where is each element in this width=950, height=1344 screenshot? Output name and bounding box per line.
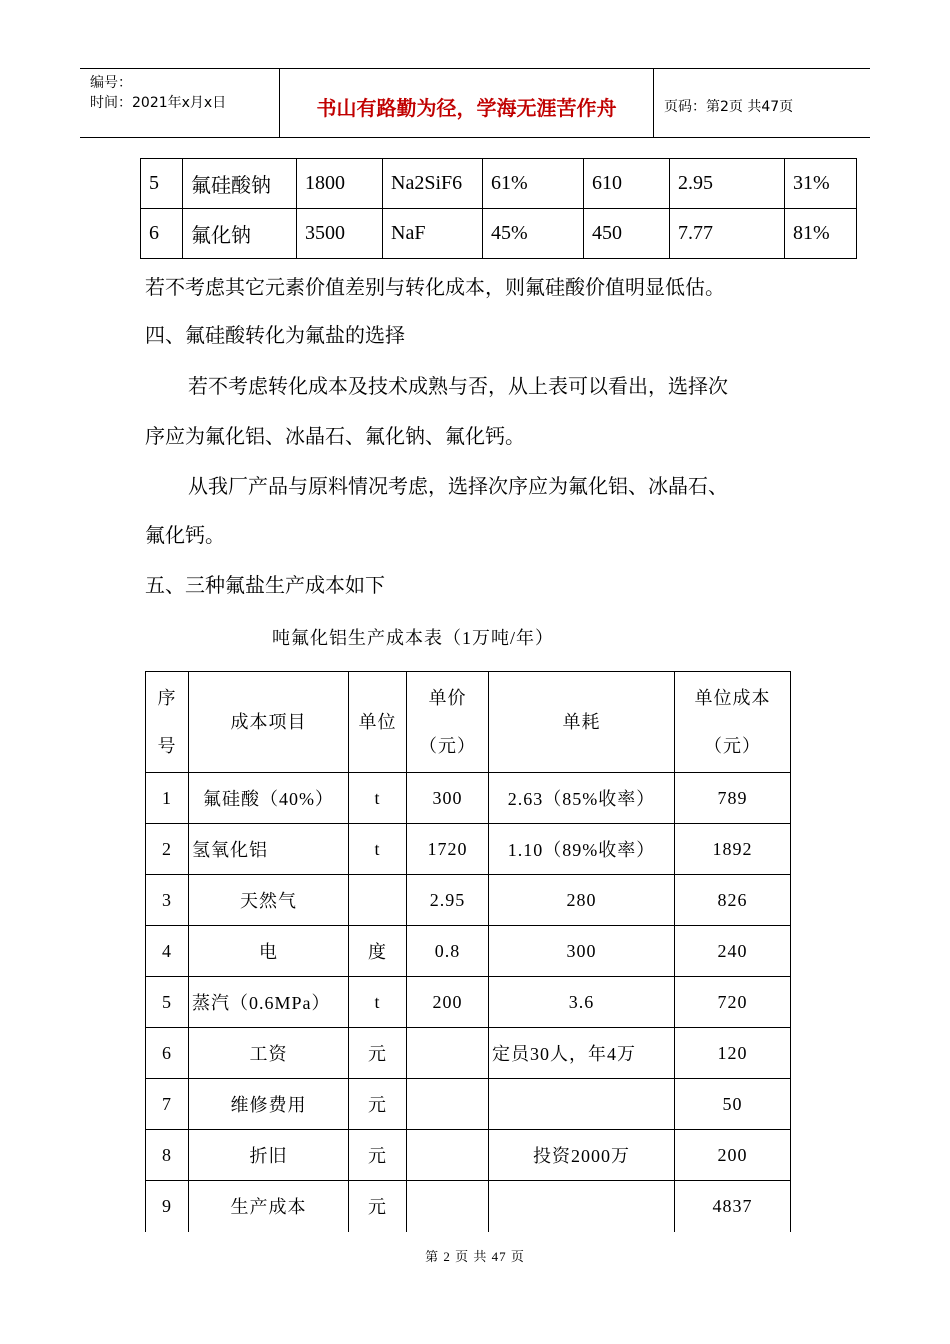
cell-cost: 1892 [675, 824, 791, 875]
cell-consumption: 3.6 [489, 977, 675, 1028]
header-consumption: 单耗 [489, 672, 675, 773]
header-unit: 单位 [349, 672, 407, 773]
table-cell: 31% [785, 159, 857, 209]
cell-unit: 元 [349, 1079, 407, 1130]
cell-price [407, 1130, 489, 1181]
cell-cost: 50 [675, 1079, 791, 1130]
table-cell: 氟化钠 [183, 209, 297, 259]
cell-price [407, 1079, 489, 1130]
table-caption: 吨氟化铝生产成本表（1万吨/年） [272, 628, 554, 648]
cell-price [407, 1028, 489, 1079]
cell-cost: 200 [675, 1130, 791, 1181]
cell-price: 0.8 [407, 926, 489, 977]
cell-item: 折旧 [189, 1130, 349, 1181]
cell-cost: 826 [675, 875, 791, 926]
cell-consumption [489, 1079, 675, 1130]
table-row [146, 1130, 791, 1181]
cell-seq: 8 [146, 1130, 189, 1181]
table-row [141, 159, 857, 209]
table-cell: 450 [584, 209, 670, 259]
cell-item: 氢氧化铝 [189, 824, 349, 875]
cell-seq: 3 [146, 875, 189, 926]
table-cell: 6 [141, 209, 183, 259]
cell-price: 2.95 [407, 875, 489, 926]
cell-unit: 元 [349, 1130, 407, 1181]
header-item: 成本项目 [189, 672, 349, 773]
paragraph-plant-line2: 氟化钙。 [145, 525, 225, 547]
cell-item: 工资 [189, 1028, 349, 1079]
header-price [407, 672, 489, 773]
paragraph-plant-line1: 从我厂产品与原料情况考虑，选择次序应为氟化铝、冰晶石、 [188, 476, 728, 498]
table-header-row [146, 672, 791, 773]
header-unit-cost-line1: 单位成本 [694, 688, 771, 708]
cell-item: 氟硅酸（40%） [189, 773, 349, 824]
table-row [141, 209, 857, 259]
cell-consumption: 2.63（85%收率） [489, 773, 675, 824]
cell-item: 蒸汽（0.6MPa） [189, 977, 349, 1028]
header-motto: 书山有路勤为径，学海无涯苦作舟 [280, 69, 654, 137]
table-cell: 81% [785, 209, 857, 259]
cell-price: 300 [407, 773, 489, 824]
table-row [146, 1079, 791, 1130]
table-row [146, 824, 791, 875]
cell-unit: t [349, 977, 407, 1028]
cell-consumption: 280 [489, 875, 675, 926]
table-cell: 1800 [297, 159, 383, 209]
cell-unit: 度 [349, 926, 407, 977]
cell-seq: 6 [146, 1028, 189, 1079]
cell-item: 天然气 [189, 875, 349, 926]
cell-seq: 1 [146, 773, 189, 824]
section-heading-5: 五、三种氟盐生产成本如下 [145, 575, 385, 597]
document-date: 时间：2021年x月x日 [90, 95, 227, 111]
table-cell: 7.77 [670, 209, 785, 259]
header-seq [146, 672, 189, 773]
cell-cost: 120 [675, 1028, 791, 1079]
paragraph-selection-line2: 序应为氟化铝、冰晶石、氟化钠、氟化钙。 [145, 426, 525, 448]
cell-consumption: 投资2000万 [489, 1130, 675, 1181]
header-unit-cost [675, 672, 791, 773]
table-row [146, 773, 791, 824]
table-row [146, 875, 791, 926]
cell-price: 1720 [407, 824, 489, 875]
cell-cost: 4837 [675, 1181, 791, 1232]
page-header [80, 68, 870, 138]
cell-unit [349, 875, 407, 926]
cell-item: 维修费用 [189, 1079, 349, 1130]
table-row [146, 977, 791, 1028]
cell-cost: 789 [675, 773, 791, 824]
cell-seq: 5 [146, 977, 189, 1028]
cost-table [145, 671, 791, 1232]
table-cell: 3500 [297, 209, 383, 259]
header-meta [80, 69, 280, 137]
cell-consumption [489, 1181, 675, 1232]
header-seq-line2: 号 [157, 736, 177, 756]
cell-item: 生产成本 [189, 1181, 349, 1232]
cell-cost: 720 [675, 977, 791, 1028]
table-cell: 61% [483, 159, 584, 209]
header-price-line2: （元） [419, 736, 476, 756]
table-row [146, 1028, 791, 1079]
table-cell: 5 [141, 159, 183, 209]
cell-consumption: 定员30人，年4万 [489, 1028, 675, 1079]
fluoride-comparison-table [140, 158, 857, 259]
header-page-number: 页码：第2页 共47页 [664, 99, 794, 115]
table-row [146, 1181, 791, 1232]
header-seq-line1: 序 [157, 688, 177, 708]
table-cell: 45% [483, 209, 584, 259]
cell-seq: 4 [146, 926, 189, 977]
table-row [146, 926, 791, 977]
cell-unit: t [349, 773, 407, 824]
cell-cost: 240 [675, 926, 791, 977]
cell-item: 电 [189, 926, 349, 977]
page-footer: 第 2 页 共 47 页 [425, 1249, 525, 1264]
cell-unit: 元 [349, 1028, 407, 1079]
cell-price: 200 [407, 977, 489, 1028]
paragraph-selection-line1: 若不考虑转化成本及技术成熟与否，从上表可以看出，选择次 [188, 376, 728, 398]
header-price-line1: 单价 [428, 688, 467, 708]
header-unit-cost-line2: （元） [704, 736, 761, 756]
table-cell: 610 [584, 159, 670, 209]
cell-consumption: 300 [489, 926, 675, 977]
table-cell: Na2SiF6 [383, 159, 483, 209]
document-number: 编号： [90, 75, 132, 91]
cell-price [407, 1181, 489, 1232]
cell-seq: 9 [146, 1181, 189, 1232]
section-heading-4: 四、氟硅酸转化为氟盐的选择 [145, 325, 405, 347]
table-cell: 氟硅酸钠 [183, 159, 297, 209]
cell-seq: 7 [146, 1079, 189, 1130]
cell-unit: 元 [349, 1181, 407, 1232]
table-cell: NaF [383, 209, 483, 259]
cell-consumption: 1.10（89%收率） [489, 824, 675, 875]
paragraph-valuation: 若不考虑其它元素价值差别与转化成本，则氟硅酸价值明显低估。 [145, 277, 725, 299]
cell-unit: t [349, 824, 407, 875]
cell-seq: 2 [146, 824, 189, 875]
table-cell: 2.95 [670, 159, 785, 209]
